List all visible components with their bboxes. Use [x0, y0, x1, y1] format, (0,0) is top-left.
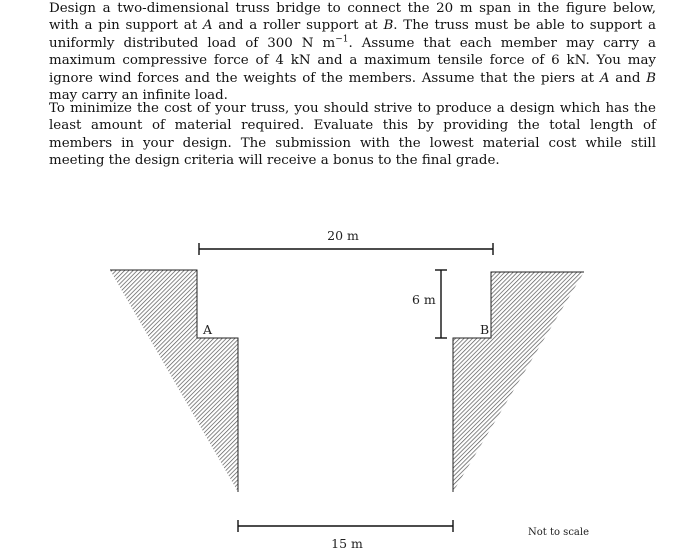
span-label: 20 m: [327, 228, 359, 243]
p1-run: . Assume that each member may carry a maximum compressive force of 4 kN and a maximum tensile force of 6 kN. You may ignore wind forces and the weights of the members. Assume that the piers at: [49, 35, 656, 86]
p1-run: −1: [335, 34, 349, 45]
p1-run: may carry an infinite load.: [49, 88, 228, 104]
height-label: 6 m: [412, 292, 436, 307]
p1-run: B: [646, 70, 656, 86]
support-a-label: A: [203, 322, 213, 337]
support-b-label: B: [480, 322, 490, 337]
p1-run: A: [202, 18, 213, 34]
p1-run: and: [609, 70, 647, 86]
scale-note: Not to scale: [528, 527, 589, 538]
p1-run: B: [383, 18, 394, 34]
p1-run: and a roller support at: [212, 18, 384, 34]
base-label: 15 m: [331, 536, 363, 551]
p1-run: Design a two-dimensional truss bridge to connect the 20 m span in the figure below, with a pin support at: [49, 1, 656, 34]
base-dimension: [238, 520, 453, 551]
p1-run: A: [599, 70, 610, 86]
p2-run: To minimize the cost of your truss, you should strive to produce a design which has the least amount of material required. Evaluate this by providing the total length of members in your design. The submission with the lowest material cost while still meeting the design criteria will receive a bonus to the final grade.: [49, 101, 656, 169]
height-dimension: [412, 270, 447, 338]
right-pier: [453, 272, 584, 492]
left-pier: [110, 270, 238, 492]
p1-run: . The truss must be able to support a uniformly distributed load of 300 N m: [49, 18, 656, 51]
span-dimension: [199, 228, 493, 255]
